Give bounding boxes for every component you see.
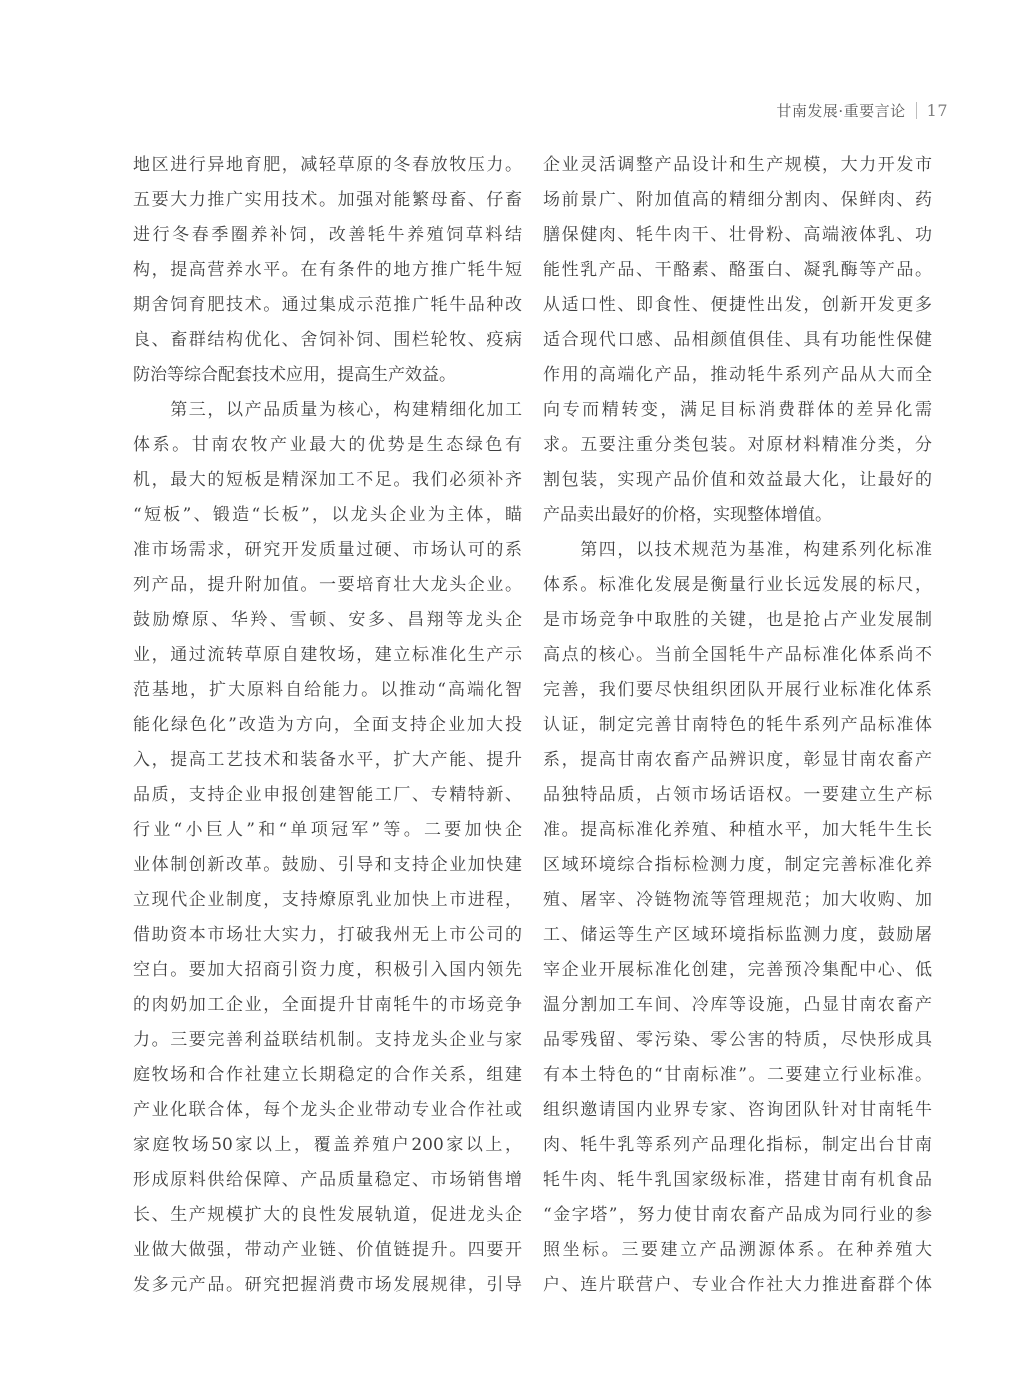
text-line: 地区进行异地育肥，减轻草原的冬春放牧压力。 — [133, 155, 522, 175]
text-line: 求。五要注重分类包装。对原材料精准分类，分 — [543, 435, 932, 455]
text-line: 温分割加工车间、冷库等设施，凸显甘南农畜产 — [543, 995, 932, 1015]
text-line: 入，提高工艺技术和装备水平，扩大产能、提升 — [133, 750, 522, 770]
text-line: 组织邀请国内业界专家、咨询团队针对甘南牦牛 — [543, 1100, 932, 1120]
text-line: 发多元产品。研究把握消费市场发展规律，引导 — [133, 1275, 522, 1295]
text-line: 有本土特色的“甘南标准”。二要建立行业标准。 — [543, 1065, 932, 1085]
running-head: 甘南发展·重要言论 — [776, 102, 906, 120]
text-line: 肉、牦牛乳等系列产品理化指标，制定出台甘南 — [543, 1135, 932, 1155]
text-line: 完善，我们要尽快组织团队开展行业标准化体系 — [543, 680, 932, 700]
text-line: 鼓励燎原、华羚、雪顿、安多、昌翔等龙头企 — [133, 610, 522, 630]
text-line: 区域环境综合指标检测力度，制定完善标准化养 — [543, 855, 932, 875]
text-line: 工、储运等生产区域环境指标监测力度，鼓励屠 — [543, 925, 932, 945]
text-line: 宰企业开展标准化创建，完善预冷集配中心、低 — [543, 960, 932, 980]
text-line: 庭牧场和合作社建立长期稳定的合作关系，组建 — [133, 1065, 522, 1085]
text-line: 能性乳产品、干酪素、酪蛋白、凝乳酶等产品。 — [543, 260, 932, 280]
text-line: 构，提高营养水平。在有条件的地方推广牦牛短 — [133, 260, 522, 280]
text-line: 能化绿色化”改造为方向，全面支持企业加大投 — [133, 715, 522, 735]
text-line: 形成原料供给保障、产品质量稳定、市场销售增 — [133, 1170, 522, 1190]
text-line: 长、生产规模扩大的良性发展轨道，促进龙头企 — [133, 1205, 522, 1225]
text-line: 牦牛肉、牦牛乳国家级标准，搭建甘南有机食品 — [543, 1170, 932, 1190]
text-line: 体系。标准化发展是衡量行业长远发展的标尺， — [543, 575, 932, 595]
text-line: 五要大力推广实用技术。加强对能繁母畜、仔畜 — [133, 190, 522, 210]
text-line: 品质，支持企业申报创建智能工厂、专精特新、 — [133, 785, 522, 805]
text-line: 品独特品质，占领市场话语权。一要建立生产标 — [543, 785, 932, 805]
right-column — [543, 148, 932, 1303]
text-line: 从适口性、即食性、便捷性出发，创新开发更多 — [543, 295, 932, 315]
text-line: 体系。甘南农牧产业最大的优势是生态绿色有 — [133, 435, 522, 455]
text-line: 立现代企业制度，支持燎原乳业加快上市进程， — [133, 890, 522, 910]
text-line: 认证，制定完善甘南特色的牦牛系列产品标准体 — [543, 715, 932, 735]
text-line: 机，最大的短板是精深加工不足。我们必须补齐 — [133, 470, 522, 490]
text-line: 殖、屠宰、冷链物流等管理规范；加大收购、加 — [543, 890, 932, 910]
text-line: 空白。要加大招商引资力度，积极引入国内领先 — [133, 960, 522, 980]
text-line: 期舍饲育肥技术。通过集成示范推广牦牛品种改 — [133, 295, 522, 315]
text-line: 系，提高甘南农畜产品辨识度，彰显甘南农畜产 — [543, 750, 932, 770]
text-line: 业做大做强，带动产业链、价值链提升。四要开 — [133, 1240, 522, 1260]
text-line: 产品卖出最好的价格，实现整体增值。 — [543, 505, 832, 525]
text-line: 向专而精转变，满足目标消费群体的差异化需 — [543, 400, 932, 420]
text-line: 业体制创新改革。鼓励、引导和支持企业加快建 — [133, 855, 522, 875]
text-line: 场前景广、附加值高的精细分割肉、保鲜肉、药 — [543, 190, 932, 210]
text-line: 高点的核心。当前全国牦牛产品标准化体系尚不 — [543, 645, 932, 665]
text-line: 列产品，提升附加值。一要培育壮大龙头企业。 — [133, 575, 522, 595]
text-line: 企业灵活调整产品设计和生产规模，大力开发市 — [543, 155, 932, 175]
text-line: 第四，以技术规范为基准，构建系列化标准 — [543, 540, 932, 560]
page-header — [776, 100, 948, 121]
text-line: 良、畜群结构优化、舍饲补饲、围栏轮牧、疫病 — [133, 330, 522, 350]
text-line: 照坐标。三要建立产品溯源体系。在种养殖大 — [543, 1240, 932, 1260]
text-line: 防治等综合配套技术应用，提高生产效益。 — [133, 365, 456, 385]
text-line: 作用的高端化产品，推动牦牛系列产品从大而全 — [543, 365, 932, 385]
text-line: 户、连片联营户、专业合作社大力推进畜群个体 — [543, 1275, 932, 1295]
text-line: 割包装，实现产品价值和效益最大化，让最好的 — [543, 470, 932, 490]
text-line: 力。三要完善利益联结机制。支持龙头企业与家 — [133, 1030, 522, 1050]
text-line: 适合现代口感、品相颜值俱佳、具有功能性保健 — [543, 330, 932, 350]
text-line: 品零残留、零污染、零公害的特质，尽快形成具 — [543, 1030, 932, 1050]
text-line: “短板”、锻造“长板”，以龙头企业为主体，瞄 — [133, 505, 522, 525]
text-line: 是市场竞争中取胜的关键，也是抢占产业发展制 — [543, 610, 932, 630]
text-line: 范基地，扩大原料自给能力。以推动“高端化智 — [133, 680, 522, 700]
text-line: 借助资本市场壮大实力，打破我州无上市公司的 — [133, 925, 522, 945]
left-column — [133, 148, 522, 1303]
page-number: 17 — [926, 101, 948, 120]
text-line: 膳保健肉、牦牛肉干、壮骨粉、高端液体乳、功 — [543, 225, 932, 245]
text-line: 业，通过流转草原自建牧场，建立标准化生产示 — [133, 645, 522, 665]
text-line: 准。提高标准化养殖、种植水平，加大牦牛生长 — [543, 820, 932, 840]
text-line: 准市场需求，研究开发质量过硬、市场认可的系 — [133, 540, 522, 560]
header-divider — [916, 102, 917, 119]
text-line: 的肉奶加工企业，全面提升甘南牦牛的市场竞争 — [133, 995, 522, 1015]
text-line: “金字塔”，努力使甘南农畜产品成为同行业的参 — [543, 1205, 932, 1225]
text-line: 行业“小巨人”和“单项冠军”等。二要加快企 — [133, 820, 522, 840]
text-line: 第三，以产品质量为核心，构建精细化加工 — [133, 400, 522, 420]
text-line: 家庭牧场50家以上，覆盖养殖户200家以上， — [133, 1135, 522, 1155]
text-line: 进行冬春季圈养补饲，改善牦牛养殖饲草料结 — [133, 225, 522, 245]
text-columns — [133, 148, 932, 1303]
text-line: 产业化联合体，每个龙头企业带动专业合作社或 — [133, 1100, 522, 1120]
